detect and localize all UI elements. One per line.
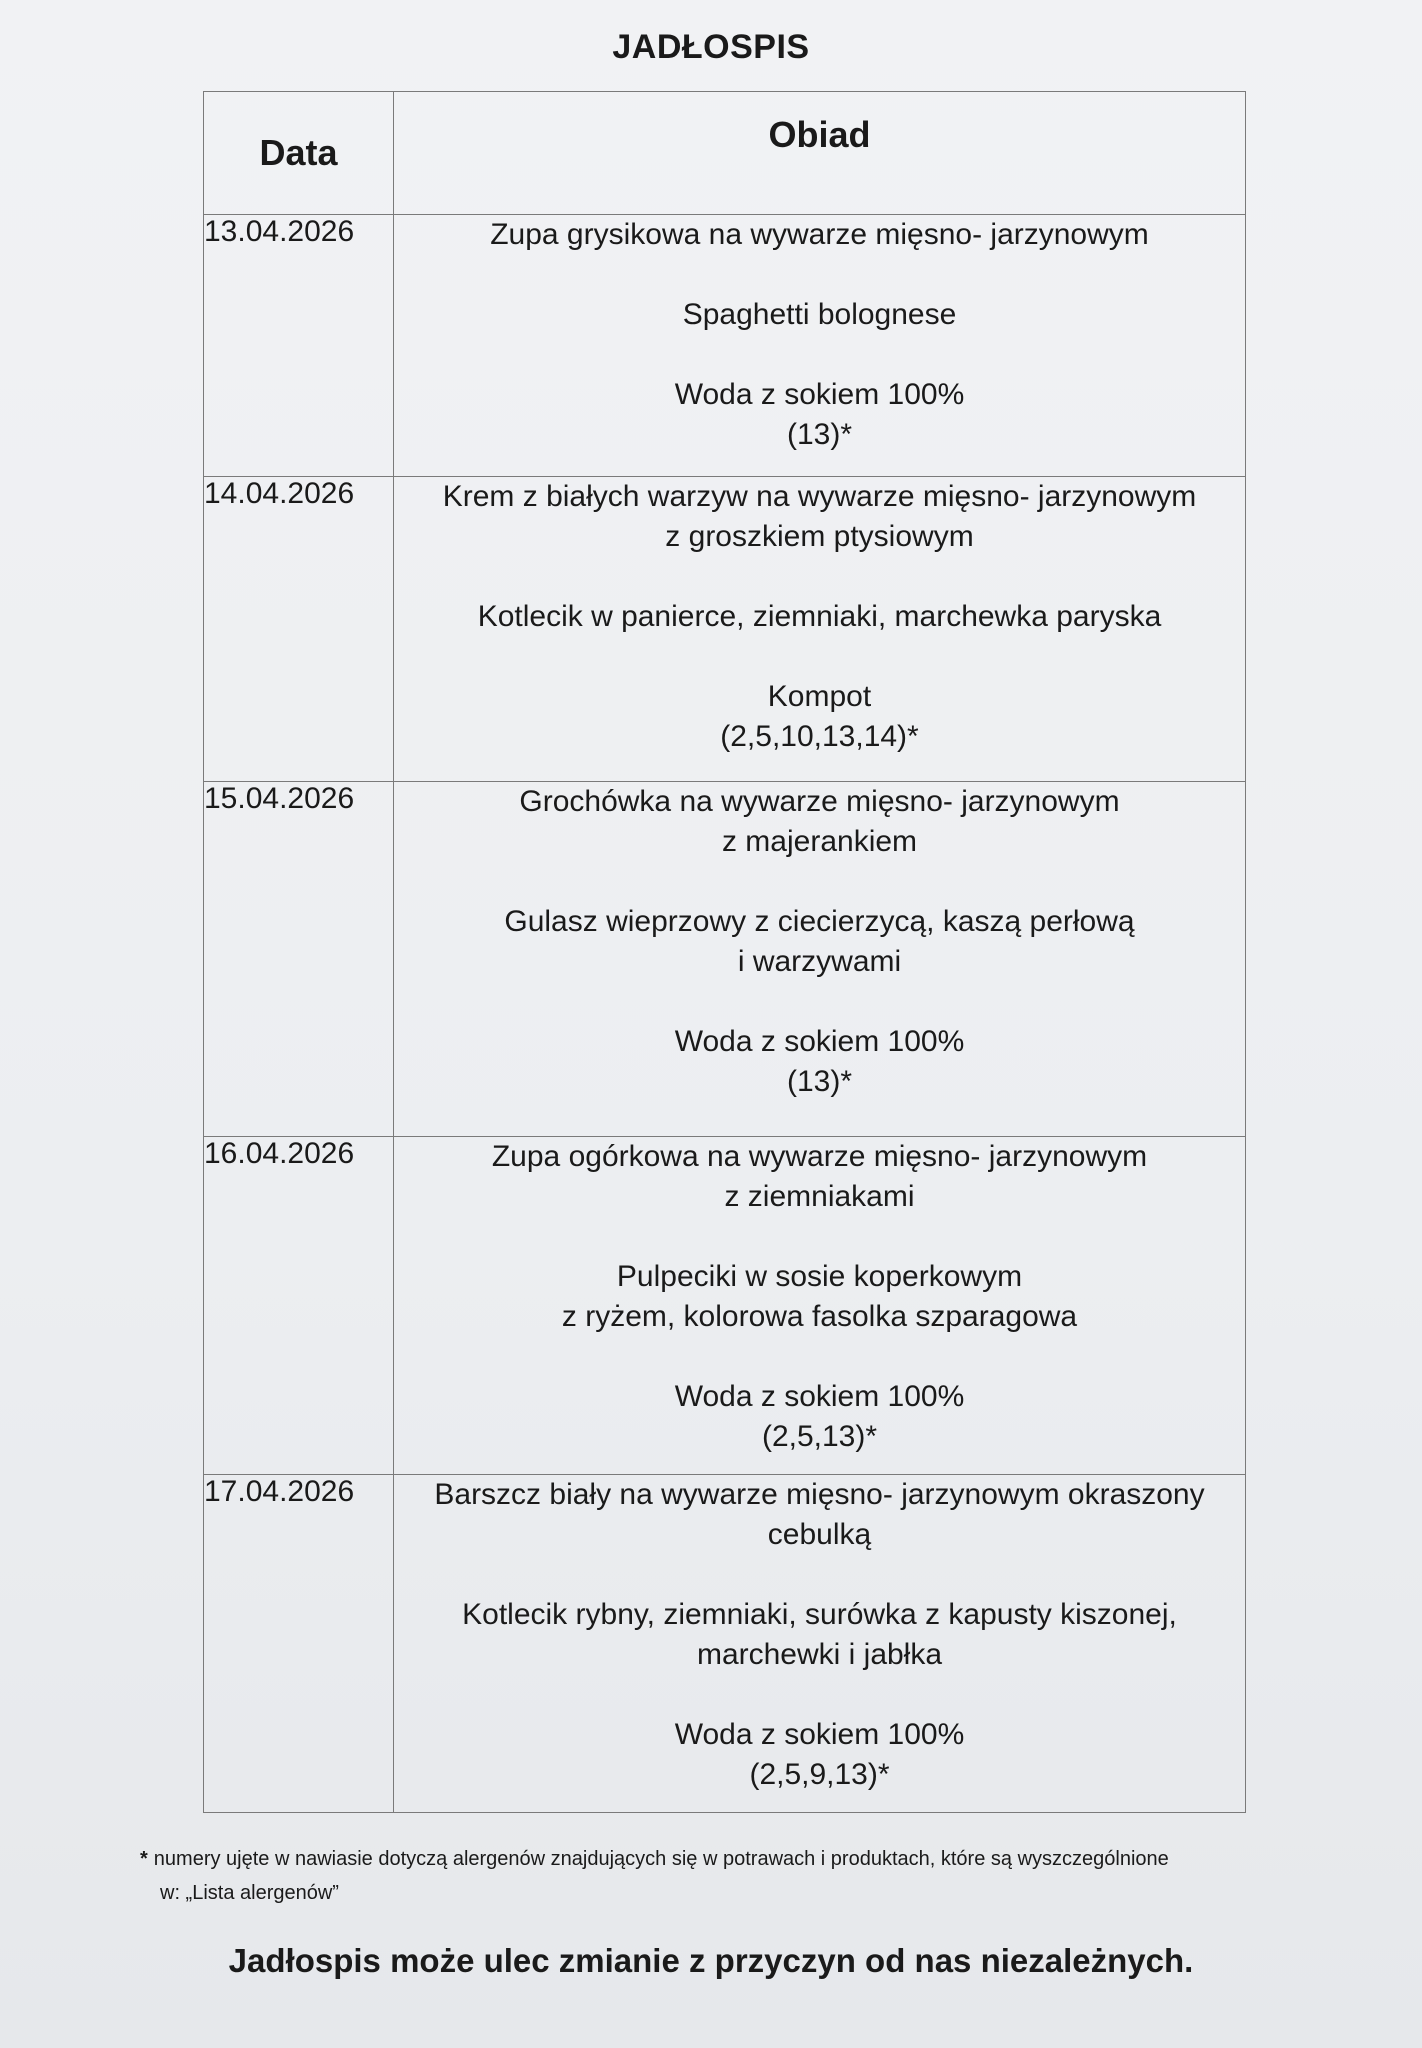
day-dishes <box>394 215 1246 477</box>
footer-disclaimer: Jadłospis może ulec zmianie z przyczyn od nas niezależnych. <box>228 1942 1194 1979</box>
allergen-codes: (13)* <box>786 418 853 451</box>
day-date: 16.04.2026 <box>204 1137 394 1475</box>
menu-table <box>203 91 1246 1813</box>
table-row <box>204 1475 1246 1813</box>
day-date: 13.04.2026 <box>204 215 394 477</box>
soup-line: Grochówka na wywarze mięsno- jarzynowym <box>519 785 1120 818</box>
allergen-note <box>140 1842 1320 1910</box>
note-line-1: numery ujęte w nawiasie dotyczą alergenów znajdujących się w potrawach i produktach, które są wyszczególnione <box>153 1848 1169 1870</box>
note-line-2: w: „Lista alergenów” <box>160 1882 339 1904</box>
soup-line: Krem z białych warzyw na wywarze mięsno- jarzynowym <box>442 480 1197 513</box>
soup-line: cebulką <box>767 1518 872 1551</box>
soup-line: z ziemniakami <box>724 1180 915 1213</box>
drink-line: Woda z sokiem 100% <box>674 1380 965 1413</box>
soup-line: z majerankiem <box>721 825 918 858</box>
day-dishes <box>394 477 1246 782</box>
day-dishes <box>394 1137 1246 1475</box>
meal-column-header: Obiad <box>394 92 1246 215</box>
day-dishes <box>394 782 1246 1137</box>
soup-line: z groszkiem ptysiowym <box>665 520 974 553</box>
soup-line: Zupa grysikowa na wywarze mięsno- jarzynowym <box>490 218 1149 251</box>
drink-line: Kompot <box>767 680 872 713</box>
date-column-header: Data <box>204 92 394 215</box>
main-course-line: marchewki i jabłka <box>696 1638 943 1671</box>
allergen-codes: (2,5,10,13,14)* <box>720 720 919 753</box>
main-course-line: Pulpeciki w sosie koperkowym <box>616 1260 1023 1293</box>
main-course-line: Kotlecik rybny, ziemniaki, surówka z kapusty kiszonej, <box>462 1598 1177 1631</box>
main-course-line: Spaghetti bolognese <box>682 298 957 331</box>
main-course-line: Gulasz wieprzowy z ciecierzycą, kaszą perłową <box>504 905 1135 938</box>
day-date: 14.04.2026 <box>204 477 394 782</box>
drink-line: Woda z sokiem 100% <box>674 378 965 411</box>
table-header-row <box>204 92 1246 215</box>
allergen-codes: (13)* <box>786 1065 853 1098</box>
main-course-line: z ryżem, kolorowa fasolka szparagowa <box>561 1300 1078 1333</box>
day-dishes <box>394 1475 1246 1813</box>
menu-body <box>204 215 1246 1813</box>
table-row <box>204 477 1246 782</box>
note-marker: * <box>140 1848 148 1870</box>
allergen-codes: (2,5,13)* <box>761 1420 878 1453</box>
drink-line: Woda z sokiem 100% <box>674 1718 965 1751</box>
main-course-line: Kotlecik w panierce, ziemniaki, marchewka paryska <box>477 600 1162 633</box>
day-date: 17.04.2026 <box>204 1475 394 1813</box>
day-date: 15.04.2026 <box>204 782 394 1137</box>
drink-line: Woda z sokiem 100% <box>674 1025 965 1058</box>
main-course-line: i warzywami <box>737 945 902 978</box>
soup-line: Barszcz biały na wywarze mięsno- jarzynowym okraszony <box>434 1478 1205 1511</box>
table-row <box>204 215 1246 477</box>
allergen-codes: (2,5,9,13)* <box>749 1758 890 1791</box>
table-row <box>204 782 1246 1137</box>
table-row <box>204 1137 1246 1475</box>
page-title: JADŁOSPIS <box>612 28 810 66</box>
soup-line: Zupa ogórkowa na wywarze mięsno- jarzynowym <box>491 1140 1148 1173</box>
